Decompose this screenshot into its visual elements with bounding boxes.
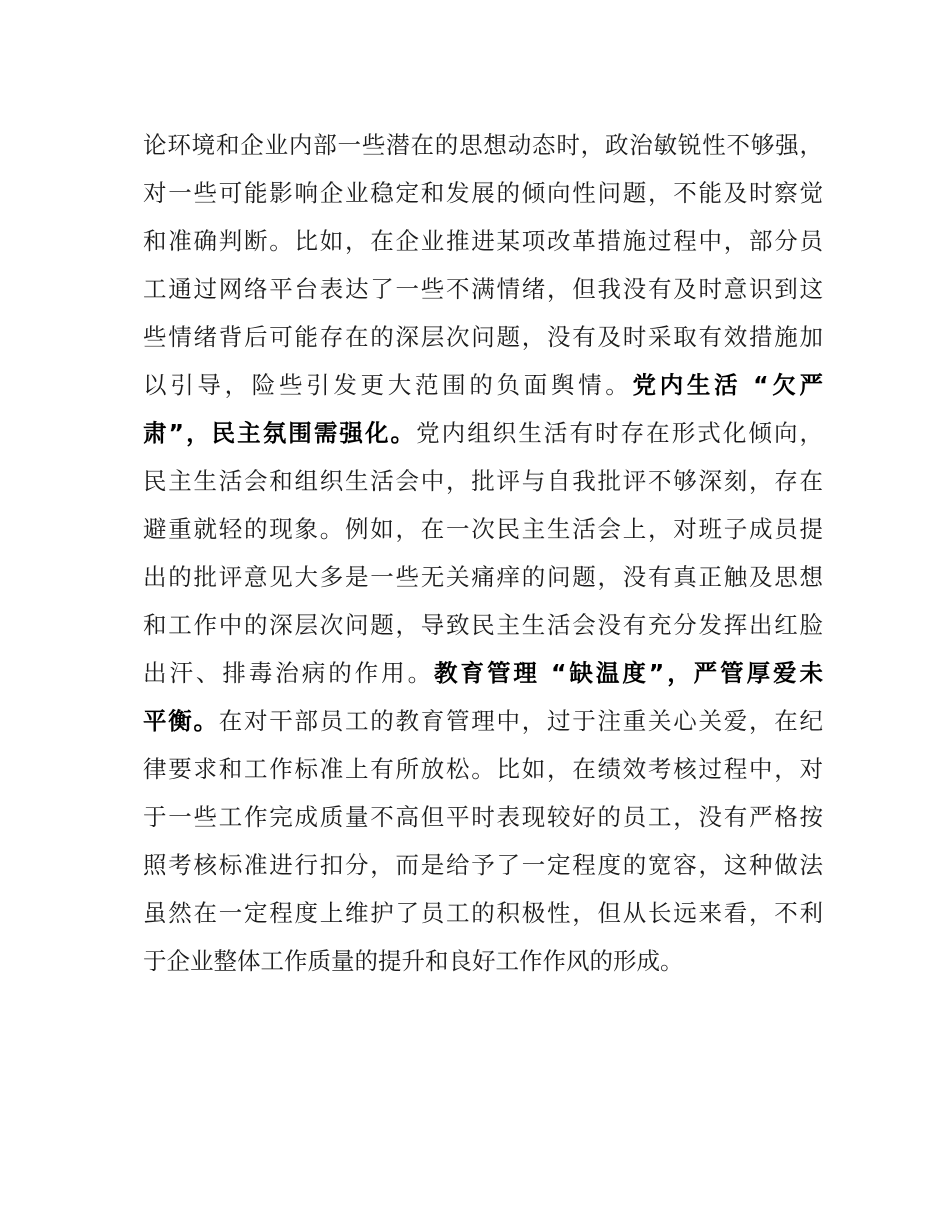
body-text: 律要求和工作标准上有所放松。比如，在绩效考核过程中，对 [143, 755, 823, 783]
paragraph-line [143, 802, 823, 832]
body-text: 和准确判断。比如，在企业推进某项改革措施过程中，部分员 [143, 227, 823, 255]
paragraph-line [143, 754, 823, 784]
paragraph-line [143, 610, 823, 640]
paragraph-line [143, 562, 823, 592]
body-text: 以引导，险些引发更大范围的负面舆情。 [143, 371, 633, 399]
body-text: 于企业整体工作质量的提升和良好工作作风的形成。 [143, 947, 684, 975]
body-text: 论环境和企业内部一些潜在的思想动态时，政治敏锐性不够强， [143, 131, 823, 159]
paragraph-line [143, 226, 823, 256]
paragraph-line [143, 850, 823, 880]
paragraph-line [143, 130, 823, 160]
paragraph-line [143, 658, 823, 688]
body-text: 对一些可能影响企业稳定和发展的倾向性问题，不能及时察觉 [143, 179, 823, 207]
body-text: 些情绪背后可能存在的深层次问题，没有及时采取有效措施加 [143, 323, 823, 351]
paragraph-line [143, 322, 823, 352]
paragraph-line [143, 514, 823, 544]
paragraph-line [143, 178, 823, 208]
body-text: 出汗、排毒治病的作用。 [143, 659, 435, 687]
paragraph-line [143, 274, 823, 304]
paragraph-line [143, 706, 823, 736]
body-text: 虽然在一定程度上维护了员工的积极性，但从长远来看，不利 [143, 899, 823, 927]
body-text: 在对干部员工的教育管理中，过于注重关心关爱，在纪 [218, 707, 823, 735]
body-text: 于一些工作完成质量不高但平时表现较好的员工，没有严格按 [143, 803, 823, 831]
body-text: 出的批评意见大多是一些无关痛痒的问题，没有真正触及思想 [143, 563, 823, 591]
body-text: 工通过网络平台表达了一些不满情绪，但我没有及时意识到这 [143, 275, 823, 303]
paragraph-line [143, 418, 823, 448]
body-text: 党内组织生活有时存在形式化倾向， [416, 419, 824, 447]
bold-heading-text: 肃”，民主氛围需强化。 [143, 419, 417, 447]
paragraph-line [143, 370, 823, 400]
paragraph-line [143, 898, 823, 928]
body-text: 和工作中的深层次问题，导致民主生活会没有充分发挥出红脸 [143, 611, 823, 639]
paragraph-line [143, 946, 823, 976]
body-text: 照考核标准进行扣分，而是给予了一定程度的宽容，这种做法 [143, 851, 823, 879]
bold-heading-text: 平衡。 [143, 707, 219, 735]
paragraph-line [143, 466, 823, 496]
bold-heading-text: 教育管理 “缺温度”，严管厚爱未 [434, 659, 823, 687]
body-text: 避重就轻的现象。例如，在一次民主生活会上，对班子成员提 [143, 515, 823, 543]
bold-heading-text: 党内生活 “欠严 [632, 371, 823, 399]
body-text: 民主生活会和组织生活会中，批评与自我批评不够深刻，存在 [143, 467, 823, 495]
